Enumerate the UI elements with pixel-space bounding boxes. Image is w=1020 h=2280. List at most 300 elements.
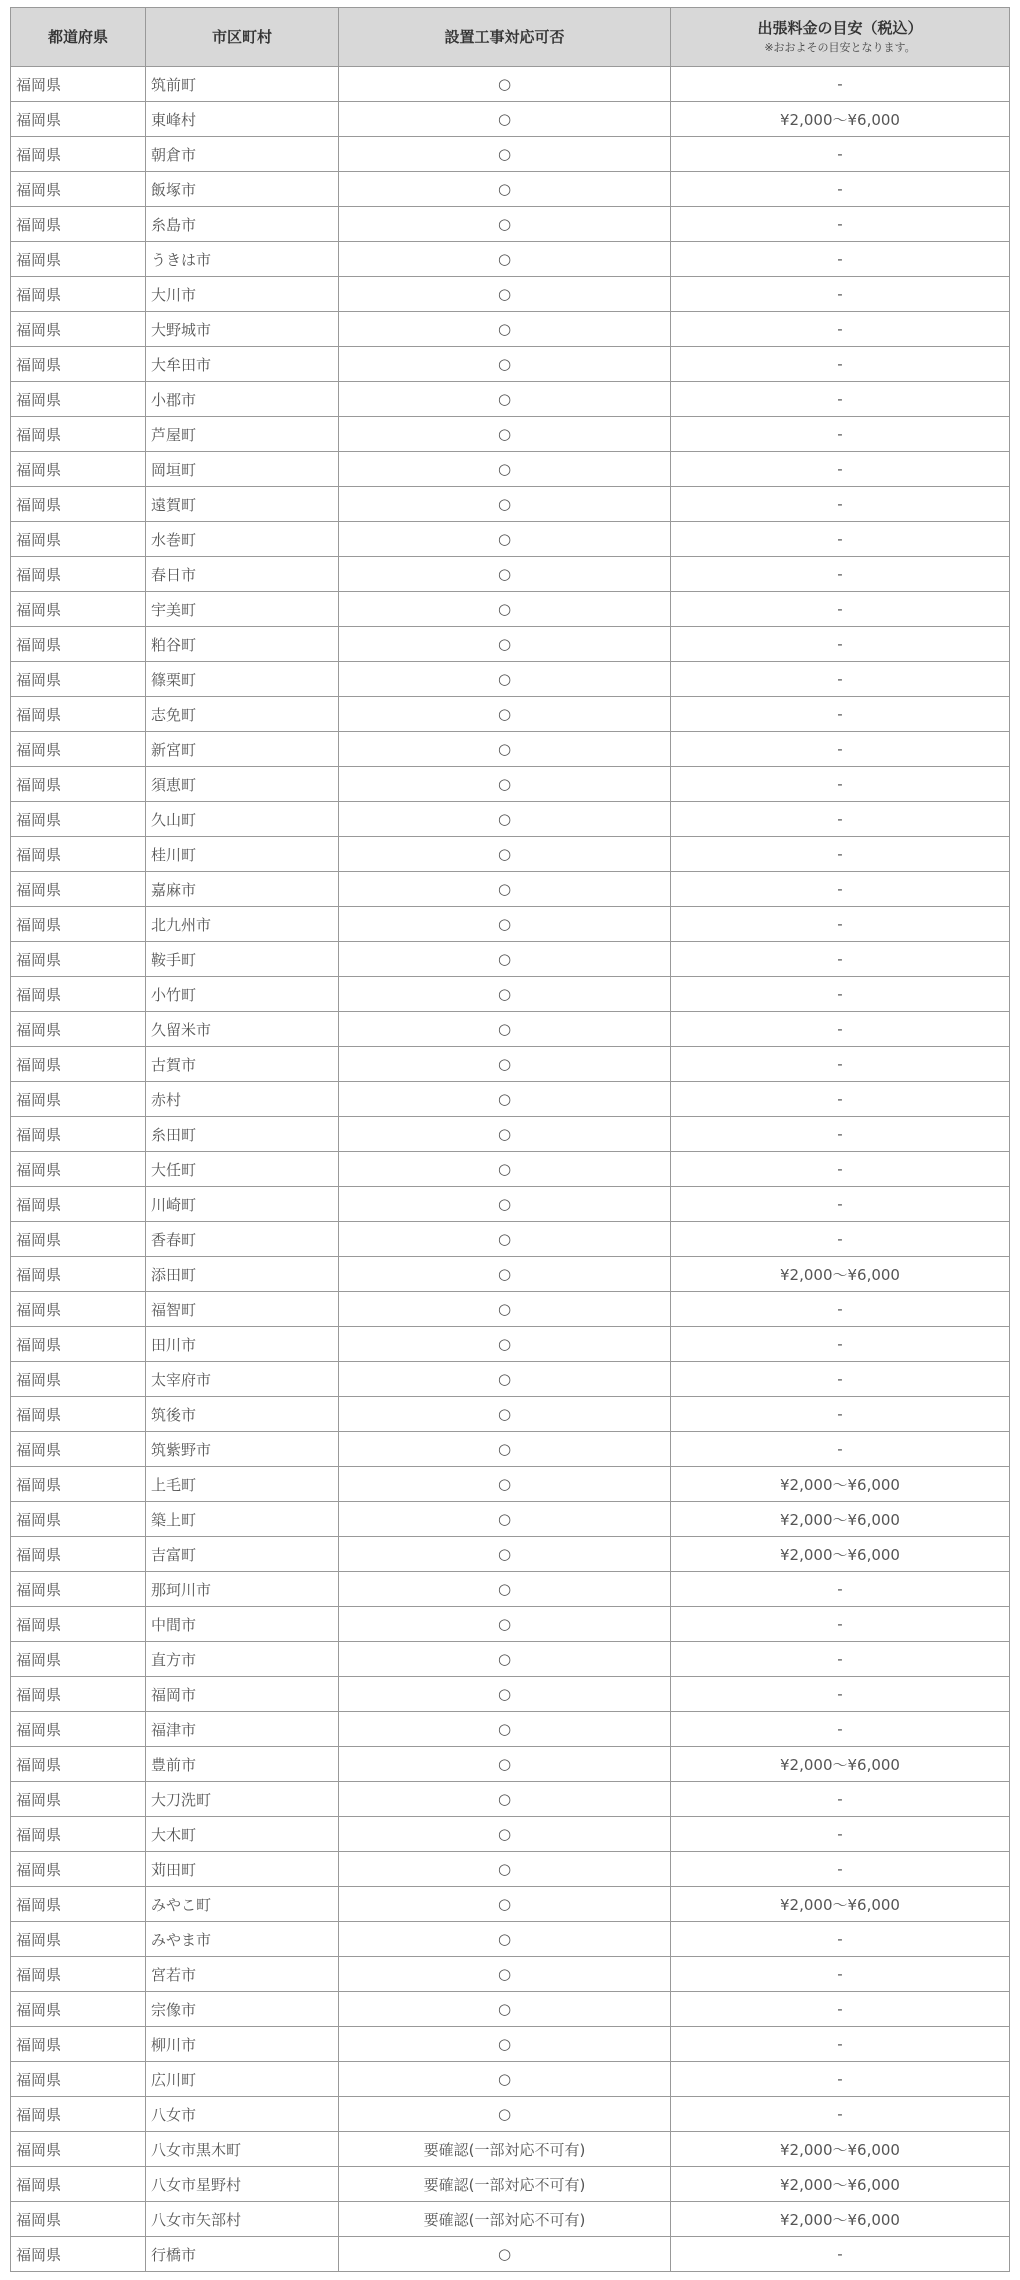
fee-cell: - xyxy=(671,1292,1010,1327)
city-cell: 八女市星野村 xyxy=(146,2167,339,2202)
table-row xyxy=(11,417,1010,452)
prefecture-cell: 福岡県 xyxy=(11,452,146,487)
availability-cell: ○ xyxy=(339,1677,671,1712)
city-cell: 大野城市 xyxy=(146,312,339,347)
table-row xyxy=(11,2062,1010,2097)
table-row xyxy=(11,1117,1010,1152)
prefecture-cell: 福岡県 xyxy=(11,347,146,382)
fee-cell: - xyxy=(671,1012,1010,1047)
fee-cell: - xyxy=(671,487,1010,522)
fee-cell: - xyxy=(671,767,1010,802)
availability-cell: ○ xyxy=(339,2062,671,2097)
table-row xyxy=(11,1397,1010,1432)
table-row xyxy=(11,1327,1010,1362)
prefecture-cell: 福岡県 xyxy=(11,872,146,907)
prefecture-cell: 福岡県 xyxy=(11,802,146,837)
city-cell: 水巻町 xyxy=(146,522,339,557)
fee-cell: ¥2,000～¥6,000 xyxy=(671,2202,1010,2237)
prefecture-cell: 福岡県 xyxy=(11,2097,146,2132)
prefecture-cell: 福岡県 xyxy=(11,487,146,522)
table-row xyxy=(11,207,1010,242)
table-row xyxy=(11,452,1010,487)
availability-cell: ○ xyxy=(339,2097,671,2132)
city-cell: 志免町 xyxy=(146,697,339,732)
city-cell: 須恵町 xyxy=(146,767,339,802)
table-row xyxy=(11,2132,1010,2167)
availability-cell: ○ xyxy=(339,1922,671,1957)
prefecture-cell: 福岡県 xyxy=(11,1222,146,1257)
prefecture-cell: 福岡県 xyxy=(11,1152,146,1187)
prefecture-cell: 福岡県 xyxy=(11,207,146,242)
availability-cell: ○ xyxy=(339,1642,671,1677)
city-cell: 大木町 xyxy=(146,1817,339,1852)
city-cell: 宗像市 xyxy=(146,1992,339,2027)
city-cell: 八女市矢部村 xyxy=(146,2202,339,2237)
availability-cell: ○ xyxy=(339,1887,671,1922)
city-cell: 中間市 xyxy=(146,1607,339,1642)
table-row xyxy=(11,277,1010,312)
city-cell: 小郡市 xyxy=(146,382,339,417)
availability-cell: ○ xyxy=(339,242,671,277)
fee-cell: - xyxy=(671,1362,1010,1397)
fee-cell: - xyxy=(671,907,1010,942)
city-cell: 小竹町 xyxy=(146,977,339,1012)
fee-cell: - xyxy=(671,942,1010,977)
table-row xyxy=(11,1432,1010,1467)
city-cell: 直方市 xyxy=(146,1642,339,1677)
prefecture-cell: 福岡県 xyxy=(11,522,146,557)
availability-cell: ○ xyxy=(339,1222,671,1257)
prefecture-cell: 福岡県 xyxy=(11,1677,146,1712)
service-area-table-container xyxy=(10,7,1009,2272)
availability-cell: ○ xyxy=(339,1537,671,1572)
prefecture-cell: 福岡県 xyxy=(11,102,146,137)
fee-cell: - xyxy=(671,977,1010,1012)
table-row xyxy=(11,1152,1010,1187)
prefecture-cell: 福岡県 xyxy=(11,1082,146,1117)
city-cell: 八女市黒木町 xyxy=(146,2132,339,2167)
city-cell: 那珂川市 xyxy=(146,1572,339,1607)
table-row xyxy=(11,1047,1010,1082)
table-row xyxy=(11,522,1010,557)
fee-cell: - xyxy=(671,452,1010,487)
city-cell: 篠栗町 xyxy=(146,662,339,697)
city-cell: 宮若市 xyxy=(146,1957,339,1992)
table-row xyxy=(11,1292,1010,1327)
table-row xyxy=(11,977,1010,1012)
availability-cell: ○ xyxy=(339,1362,671,1397)
table-row xyxy=(11,102,1010,137)
city-cell: 宇美町 xyxy=(146,592,339,627)
table-row xyxy=(11,1817,1010,1852)
availability-cell: ○ xyxy=(339,627,671,662)
prefecture-cell: 福岡県 xyxy=(11,1047,146,1082)
prefecture-cell: 福岡県 xyxy=(11,732,146,767)
prefecture-cell: 福岡県 xyxy=(11,1432,146,1467)
city-cell: 添田町 xyxy=(146,1257,339,1292)
city-cell: 赤村 xyxy=(146,1082,339,1117)
table-row xyxy=(11,592,1010,627)
city-cell: 福津市 xyxy=(146,1712,339,1747)
table-row xyxy=(11,1257,1010,1292)
city-cell: 築上町 xyxy=(146,1502,339,1537)
fee-cell: - xyxy=(671,627,1010,662)
prefecture-cell: 福岡県 xyxy=(11,1502,146,1537)
fee-cell: ¥2,000～¥6,000 xyxy=(671,1887,1010,1922)
city-cell: 吉富町 xyxy=(146,1537,339,1572)
fee-cell: - xyxy=(671,1187,1010,1222)
prefecture-cell: 福岡県 xyxy=(11,277,146,312)
availability-cell: ○ xyxy=(339,277,671,312)
city-cell: 田川市 xyxy=(146,1327,339,1362)
prefecture-cell: 福岡県 xyxy=(11,1362,146,1397)
table-row xyxy=(11,1082,1010,1117)
fee-cell: - xyxy=(671,1607,1010,1642)
table-row xyxy=(11,1852,1010,1887)
city-cell: 糸田町 xyxy=(146,1117,339,1152)
fee-cell: - xyxy=(671,207,1010,242)
availability-cell: ○ xyxy=(339,662,671,697)
table-row xyxy=(11,1012,1010,1047)
fee-cell: ¥2,000～¥6,000 xyxy=(671,2132,1010,2167)
prefecture-cell: 福岡県 xyxy=(11,1852,146,1887)
city-cell: 広川町 xyxy=(146,2062,339,2097)
table-row xyxy=(11,1992,1010,2027)
availability-cell: ○ xyxy=(339,1747,671,1782)
fee-cell: - xyxy=(671,1047,1010,1082)
fee-cell: - xyxy=(671,417,1010,452)
fee-cell: - xyxy=(671,732,1010,767)
availability-cell: ○ xyxy=(339,1817,671,1852)
availability-cell: ○ xyxy=(339,1502,671,1537)
prefecture-cell: 福岡県 xyxy=(11,1957,146,1992)
fee-cell: - xyxy=(671,1677,1010,1712)
prefecture-cell: 福岡県 xyxy=(11,1537,146,1572)
prefecture-cell: 福岡県 xyxy=(11,697,146,732)
fee-cell: - xyxy=(671,1817,1010,1852)
availability-cell: ○ xyxy=(339,942,671,977)
prefecture-cell: 福岡県 xyxy=(11,67,146,102)
city-cell: 古賀市 xyxy=(146,1047,339,1082)
availability-cell: ○ xyxy=(339,1957,671,1992)
city-cell: 豊前市 xyxy=(146,1747,339,1782)
fee-cell: - xyxy=(671,662,1010,697)
prefecture-cell: 福岡県 xyxy=(11,137,146,172)
prefecture-cell: 福岡県 xyxy=(11,1607,146,1642)
availability-cell: ○ xyxy=(339,1292,671,1327)
table-row xyxy=(11,1782,1010,1817)
table-header xyxy=(11,8,1010,67)
city-cell: 行橋市 xyxy=(146,2237,339,2272)
city-cell: 福岡市 xyxy=(146,1677,339,1712)
fee-cell: - xyxy=(671,837,1010,872)
availability-cell: ○ xyxy=(339,1782,671,1817)
prefecture-cell: 福岡県 xyxy=(11,837,146,872)
fee-cell: - xyxy=(671,347,1010,382)
availability-cell: ○ xyxy=(339,802,671,837)
header-fee-label: 出張料金の目安（税込） xyxy=(757,19,923,38)
table-row xyxy=(11,242,1010,277)
availability-cell: ○ xyxy=(339,2027,671,2062)
fee-cell: ¥2,000～¥6,000 xyxy=(671,1467,1010,1502)
table-row xyxy=(11,767,1010,802)
fee-cell: - xyxy=(671,1222,1010,1257)
table-row xyxy=(11,1747,1010,1782)
fee-cell: - xyxy=(671,242,1010,277)
fee-cell: - xyxy=(671,2237,1010,2272)
table-row xyxy=(11,347,1010,382)
availability-cell: ○ xyxy=(339,1012,671,1047)
prefecture-cell: 福岡県 xyxy=(11,1887,146,1922)
fee-cell: - xyxy=(671,137,1010,172)
table-row xyxy=(11,1537,1010,1572)
fee-cell: - xyxy=(671,2027,1010,2062)
availability-cell: ○ xyxy=(339,67,671,102)
availability-cell: ○ xyxy=(339,767,671,802)
prefecture-cell: 福岡県 xyxy=(11,1712,146,1747)
availability-cell: ○ xyxy=(339,347,671,382)
prefecture-cell: 福岡県 xyxy=(11,2027,146,2062)
fee-cell: - xyxy=(671,1117,1010,1152)
fee-cell: ¥2,000～¥6,000 xyxy=(671,1502,1010,1537)
fee-cell: - xyxy=(671,1782,1010,1817)
fee-cell: - xyxy=(671,382,1010,417)
city-cell: 大川市 xyxy=(146,277,339,312)
prefecture-cell: 福岡県 xyxy=(11,2132,146,2167)
city-cell: 八女市 xyxy=(146,2097,339,2132)
city-cell: 芦屋町 xyxy=(146,417,339,452)
city-cell: 香春町 xyxy=(146,1222,339,1257)
city-cell: 粕谷町 xyxy=(146,627,339,662)
table-body xyxy=(11,67,1010,2272)
table-row xyxy=(11,1187,1010,1222)
availability-cell: ○ xyxy=(339,1712,671,1747)
city-cell: 糸島市 xyxy=(146,207,339,242)
fee-cell: - xyxy=(671,802,1010,837)
city-cell: 鞍手町 xyxy=(146,942,339,977)
availability-cell: ○ xyxy=(339,1607,671,1642)
availability-cell: ○ xyxy=(339,557,671,592)
header-availability: 設置工事対応可否 xyxy=(339,8,671,67)
prefecture-cell: 福岡県 xyxy=(11,627,146,662)
table-row xyxy=(11,1467,1010,1502)
prefecture-cell: 福岡県 xyxy=(11,1642,146,1677)
prefecture-cell: 福岡県 xyxy=(11,2167,146,2202)
availability-cell: ○ xyxy=(339,1152,671,1187)
header-prefecture: 都道府県 xyxy=(11,8,146,67)
fee-cell: - xyxy=(671,1992,1010,2027)
fee-cell: - xyxy=(671,557,1010,592)
availability-cell: ○ xyxy=(339,312,671,347)
fee-cell: - xyxy=(671,2062,1010,2097)
table-row xyxy=(11,1502,1010,1537)
availability-cell: ○ xyxy=(339,592,671,627)
availability-cell: 要確認(一部対応不可有) xyxy=(339,2132,671,2167)
city-cell: みやま市 xyxy=(146,1922,339,1957)
city-cell: 上毛町 xyxy=(146,1467,339,1502)
table-row xyxy=(11,697,1010,732)
table-row xyxy=(11,1572,1010,1607)
availability-cell: ○ xyxy=(339,1047,671,1082)
availability-cell: ○ xyxy=(339,137,671,172)
fee-cell: - xyxy=(671,1397,1010,1432)
availability-cell: ○ xyxy=(339,1992,671,2027)
prefecture-cell: 福岡県 xyxy=(11,1817,146,1852)
prefecture-cell: 福岡県 xyxy=(11,1922,146,1957)
table-row xyxy=(11,802,1010,837)
header-fee xyxy=(671,8,1010,67)
prefecture-cell: 福岡県 xyxy=(11,592,146,627)
table-row xyxy=(11,172,1010,207)
fee-cell: ¥2,000～¥6,000 xyxy=(671,1537,1010,1572)
city-cell: 筑紫野市 xyxy=(146,1432,339,1467)
table-row xyxy=(11,942,1010,977)
table-row xyxy=(11,382,1010,417)
table-row xyxy=(11,67,1010,102)
fee-cell: - xyxy=(671,312,1010,347)
availability-cell: ○ xyxy=(339,907,671,942)
city-cell: 朝倉市 xyxy=(146,137,339,172)
city-cell: 遠賀町 xyxy=(146,487,339,522)
prefecture-cell: 福岡県 xyxy=(11,1187,146,1222)
availability-cell: ○ xyxy=(339,1327,671,1362)
city-cell: 筑後市 xyxy=(146,1397,339,1432)
fee-cell: - xyxy=(671,1082,1010,1117)
city-cell: 岡垣町 xyxy=(146,452,339,487)
prefecture-cell: 福岡県 xyxy=(11,1747,146,1782)
prefecture-cell: 福岡県 xyxy=(11,382,146,417)
table-row xyxy=(11,1677,1010,1712)
table-row xyxy=(11,312,1010,347)
city-cell: 新宮町 xyxy=(146,732,339,767)
availability-cell: ○ xyxy=(339,1572,671,1607)
city-cell: 福智町 xyxy=(146,1292,339,1327)
prefecture-cell: 福岡県 xyxy=(11,767,146,802)
fee-cell: - xyxy=(671,1922,1010,1957)
availability-cell: ○ xyxy=(339,2237,671,2272)
table-row xyxy=(11,1642,1010,1677)
prefecture-cell: 福岡県 xyxy=(11,1327,146,1362)
table-row xyxy=(11,1957,1010,1992)
prefecture-cell: 福岡県 xyxy=(11,172,146,207)
availability-cell: ○ xyxy=(339,487,671,522)
city-cell: 桂川町 xyxy=(146,837,339,872)
table-row xyxy=(11,2237,1010,2272)
table-row xyxy=(11,872,1010,907)
availability-cell: ○ xyxy=(339,1432,671,1467)
prefecture-cell: 福岡県 xyxy=(11,1467,146,1502)
fee-cell: ¥2,000～¥6,000 xyxy=(671,1257,1010,1292)
availability-cell: 要確認(一部対応不可有) xyxy=(339,2167,671,2202)
fee-cell: ¥2,000～¥6,000 xyxy=(671,102,1010,137)
table-row xyxy=(11,837,1010,872)
header-city: 市区町村 xyxy=(146,8,339,67)
prefecture-cell: 福岡県 xyxy=(11,1397,146,1432)
city-cell: 久留米市 xyxy=(146,1012,339,1047)
city-cell: 太宰府市 xyxy=(146,1362,339,1397)
availability-cell: ○ xyxy=(339,452,671,487)
prefecture-cell: 福岡県 xyxy=(11,2237,146,2272)
table-row xyxy=(11,627,1010,662)
fee-cell: - xyxy=(671,172,1010,207)
prefecture-cell: 福岡県 xyxy=(11,2202,146,2237)
prefecture-cell: 福岡県 xyxy=(11,977,146,1012)
availability-cell: ○ xyxy=(339,1397,671,1432)
prefecture-cell: 福岡県 xyxy=(11,1782,146,1817)
city-cell: 飯塚市 xyxy=(146,172,339,207)
availability-cell: ○ xyxy=(339,172,671,207)
header-fee-note: ※おおよその目安となります。 xyxy=(764,41,916,55)
fee-cell: - xyxy=(671,1642,1010,1677)
fee-cell: - xyxy=(671,1152,1010,1187)
table-row xyxy=(11,1362,1010,1397)
availability-cell: ○ xyxy=(339,1117,671,1152)
availability-cell: ○ xyxy=(339,1467,671,1502)
table-row xyxy=(11,1922,1010,1957)
availability-cell: ○ xyxy=(339,417,671,452)
city-cell: うきは市 xyxy=(146,242,339,277)
city-cell: 大牟田市 xyxy=(146,347,339,382)
availability-cell: ○ xyxy=(339,522,671,557)
availability-cell: ○ xyxy=(339,207,671,242)
availability-cell: ○ xyxy=(339,1852,671,1887)
fee-cell: - xyxy=(671,1572,1010,1607)
city-cell: 苅田町 xyxy=(146,1852,339,1887)
fee-cell: - xyxy=(671,697,1010,732)
prefecture-cell: 福岡県 xyxy=(11,1992,146,2027)
table-row xyxy=(11,2027,1010,2062)
prefecture-cell: 福岡県 xyxy=(11,417,146,452)
availability-cell: ○ xyxy=(339,977,671,1012)
table-row xyxy=(11,137,1010,172)
prefecture-cell: 福岡県 xyxy=(11,1572,146,1607)
fee-cell: - xyxy=(671,522,1010,557)
table-row xyxy=(11,1887,1010,1922)
city-cell: 北九州市 xyxy=(146,907,339,942)
fee-cell: - xyxy=(671,1432,1010,1467)
fee-cell: - xyxy=(671,277,1010,312)
availability-cell: ○ xyxy=(339,1082,671,1117)
prefecture-cell: 福岡県 xyxy=(11,2062,146,2097)
availability-cell: ○ xyxy=(339,1257,671,1292)
table-row xyxy=(11,557,1010,592)
fee-cell: - xyxy=(671,67,1010,102)
availability-cell: ○ xyxy=(339,102,671,137)
table-row xyxy=(11,2167,1010,2202)
header-row xyxy=(11,8,1010,67)
city-cell: 大刀洗町 xyxy=(146,1782,339,1817)
fee-cell: ¥2,000～¥6,000 xyxy=(671,1747,1010,1782)
city-cell: 久山町 xyxy=(146,802,339,837)
availability-cell: 要確認(一部対応不可有) xyxy=(339,2202,671,2237)
table-row xyxy=(11,1607,1010,1642)
fee-cell: - xyxy=(671,1712,1010,1747)
availability-cell: ○ xyxy=(339,732,671,767)
fee-cell: - xyxy=(671,1957,1010,1992)
city-cell: 春日市 xyxy=(146,557,339,592)
fee-cell: - xyxy=(671,872,1010,907)
city-cell: 嘉麻市 xyxy=(146,872,339,907)
city-cell: 大任町 xyxy=(146,1152,339,1187)
prefecture-cell: 福岡県 xyxy=(11,907,146,942)
fee-cell: - xyxy=(671,2097,1010,2132)
prefecture-cell: 福岡県 xyxy=(11,1117,146,1152)
table-row xyxy=(11,2097,1010,2132)
table-row xyxy=(11,2202,1010,2237)
table-row xyxy=(11,1222,1010,1257)
city-cell: みやこ町 xyxy=(146,1887,339,1922)
fee-cell: - xyxy=(671,1852,1010,1887)
